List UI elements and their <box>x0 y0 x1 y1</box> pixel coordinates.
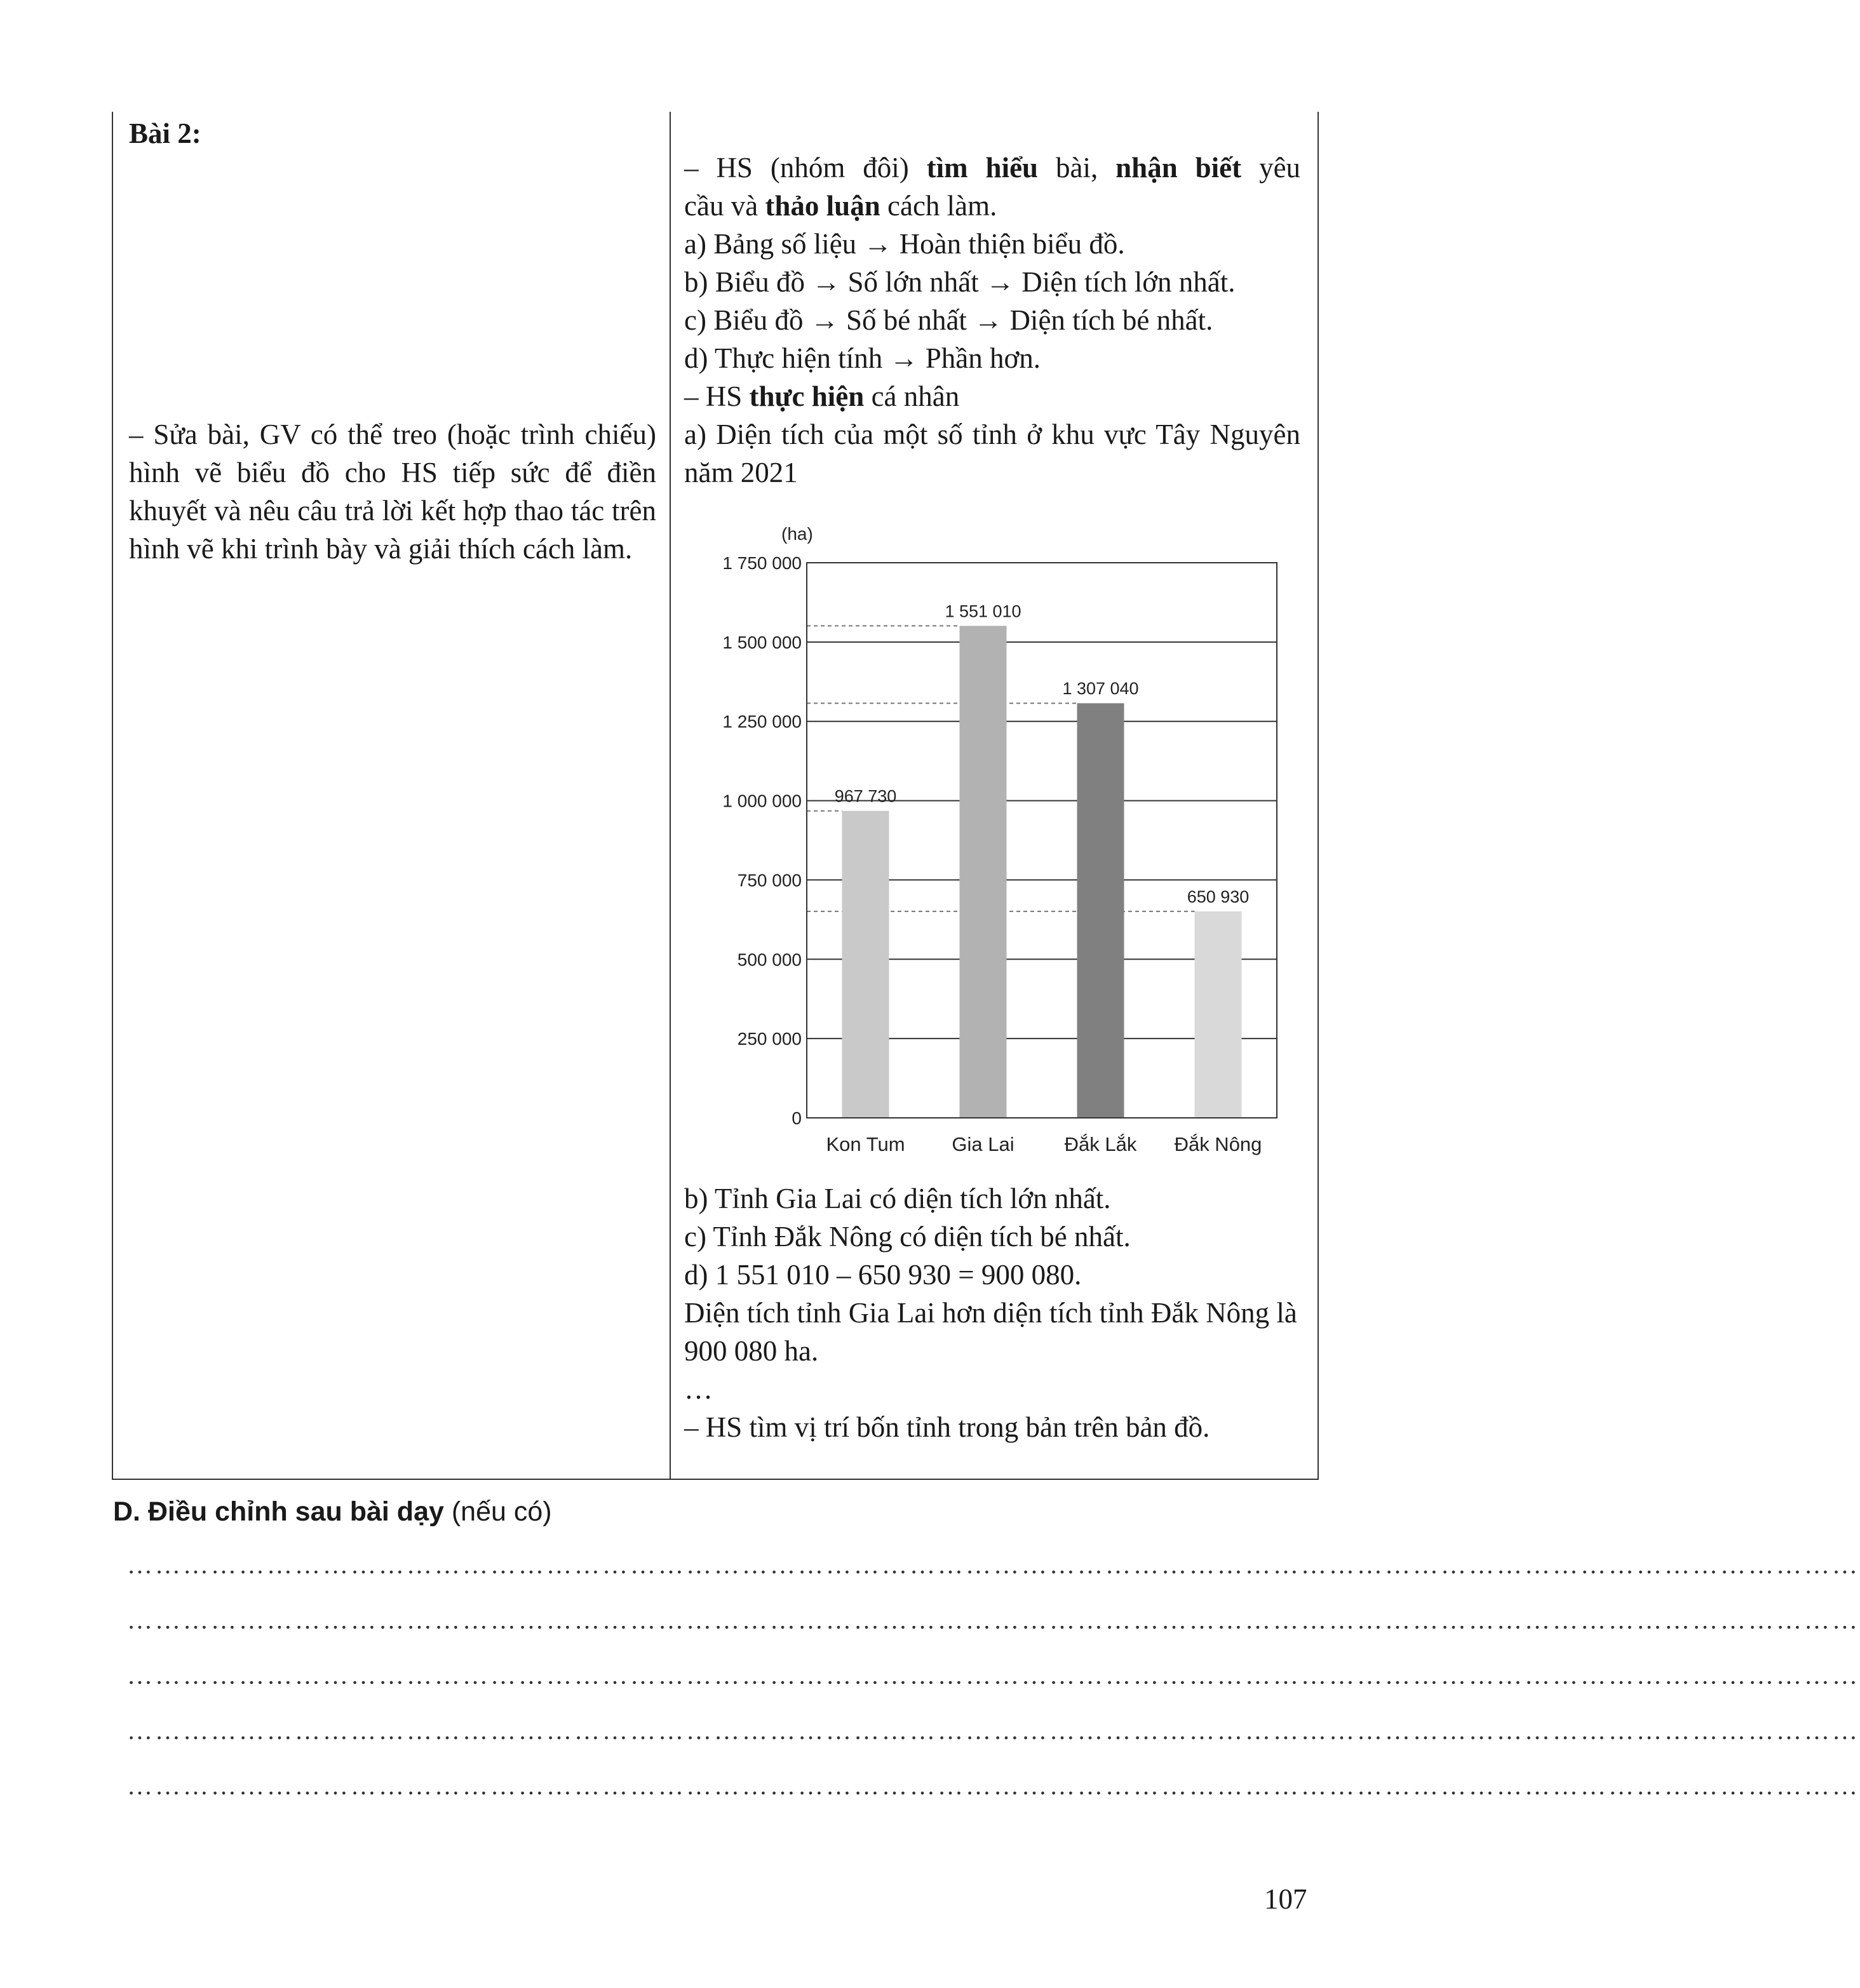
bar <box>1077 703 1124 1118</box>
dotted-line-3: …………………………………………………………………………………………………………………………………………………………………… <box>127 1661 1860 1689</box>
hs-map-task: – HS tìm vị trí bốn tỉnh trong bản trên bản đồ. <box>684 1411 1210 1443</box>
bar-chart <box>692 521 1290 1162</box>
step-b: b) Biểu đồ → Số lớn nhất → Diện tích lớn nhất. <box>684 266 1236 298</box>
column-divider <box>670 112 671 1479</box>
y-tick-label: 1 250 000 <box>722 711 802 732</box>
step-a: a) Bảng số liệu → Hoàn thiện biểu đồ. <box>684 228 1125 260</box>
bar <box>960 626 1007 1118</box>
x-category-label: Đắk Nông <box>1174 1133 1262 1155</box>
answer-c: c) Tỉnh Đắk Nông có diện tích bé nhất. <box>684 1221 1131 1253</box>
bar-value-label: 967 730 <box>834 786 897 806</box>
intro-line-1: – HS (nhóm đôi) tìm hiểu bài, nhận biết yêu <box>684 152 1301 184</box>
y-tick-label: 1 500 000 <box>722 632 802 652</box>
y-tick-label: 500 000 <box>737 950 802 970</box>
page-number: 107 <box>1264 1883 1307 1915</box>
intro-line-2: cầu và thảo luận cách làm. <box>684 190 997 222</box>
ellipsis: … <box>684 1373 713 1405</box>
x-category-label: Gia Lai <box>952 1133 1014 1155</box>
bar-value-label: 650 930 <box>1187 887 1250 906</box>
dotted-line-5: …………………………………………………………………………………………………………………………………………………………………… <box>127 1771 1860 1800</box>
bar-value-label: 1 307 040 <box>1062 679 1139 699</box>
bar <box>1195 911 1242 1118</box>
x-category-label: Đắk Lắk <box>1064 1133 1137 1155</box>
right-column-content <box>684 149 1300 492</box>
y-tick-label: 1 000 000 <box>722 791 802 811</box>
step-c: c) Biểu đồ → Số bé nhất → Diện tích bé nhất. <box>684 304 1213 336</box>
answer-a-label: a) Diện tích của một số tỉnh ở khu vực Tây Nguyên năm 2021 <box>684 419 1300 488</box>
dotted-line-2: …………………………………………………………………………………………………………………………………………………………………… <box>127 1606 1860 1634</box>
dotted-line-4: …………………………………………………………………………………………………………………………………………………………………… <box>127 1716 1860 1745</box>
bar <box>842 811 889 1118</box>
answer-b: b) Tỉnh Gia Lai có diện tích lớn nhất. <box>684 1183 1111 1214</box>
teacher-instruction: – Sửa bài, GV có thể treo (hoặc trình chiếu) hình vẽ biểu đồ cho HS tiếp sức để điền khuyết và nêu câu trả lời kết hợp thao tác trên hình vẽ khi trình bày và giải thích cách làm. <box>129 419 656 565</box>
step-d: d) Thực hiện tính → Phần hơn. <box>684 342 1041 374</box>
hs-individual: – HS thực hiện cá nhân <box>684 380 960 412</box>
bar-value-label: 1 551 010 <box>945 601 1021 621</box>
y-tick-label: 0 <box>792 1108 802 1128</box>
answer-d-conclusion: Diện tích tỉnh Gia Lai hơn diện tích tỉnh Đắk Nông là 900 080 ha. <box>684 1297 1297 1367</box>
y-tick-label: 250 000 <box>737 1029 802 1049</box>
exercise-title: Bài 2: <box>129 118 201 149</box>
answers-block <box>684 1179 1300 1446</box>
y-tick-label: 1 750 000 <box>722 553 802 573</box>
y-tick-label: 750 000 <box>737 870 802 890</box>
section-d-heading: D. Điều chỉnh sau bài dạy (nếu có) <box>113 1496 552 1527</box>
answer-d: d) 1 551 010 – 650 930 = 900 080. <box>684 1259 1082 1291</box>
chart-unit-label: (ha) <box>781 524 813 544</box>
x-category-label: Kon Tum <box>826 1133 905 1155</box>
dotted-line-1: …………………………………………………………………………………………………………………………………………………………………… <box>127 1550 1860 1579</box>
